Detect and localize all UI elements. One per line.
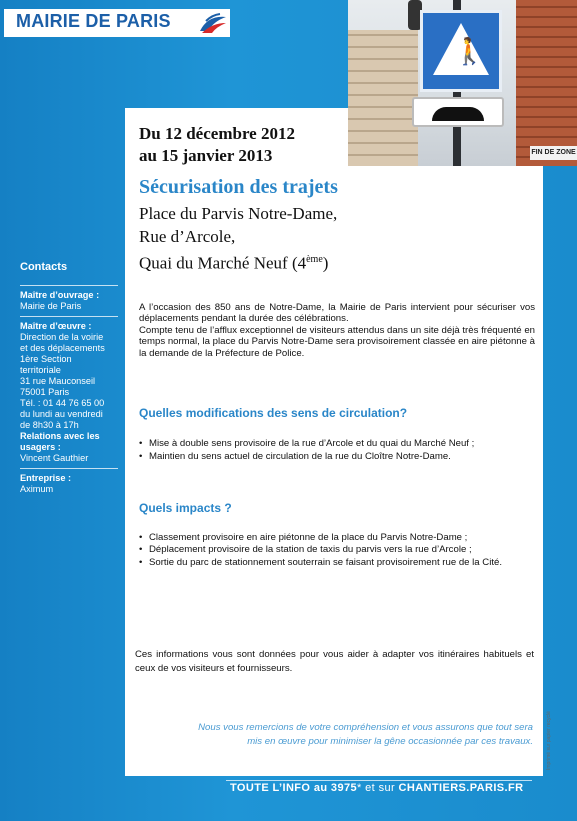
ouvrage-label: Maître d’ouvrage :: [20, 290, 100, 300]
place-marche-neuf-sup: ème: [306, 254, 323, 265]
thanks-text: Nous vous remercions de votre compréhension et vous assurons que tout sera mis en œuvre pour minimiser la gêne occasionnée par ces travaux.: [198, 722, 533, 747]
intro-text: [139, 302, 535, 359]
divider: [20, 316, 118, 317]
oeuvre-label: Maître d’œuvre :: [20, 321, 92, 331]
brand-name: MAIRIE DE PARIS: [16, 11, 171, 31]
street-sign-photo: [348, 0, 577, 166]
section-heading-impacts: Quels impacts ?: [139, 501, 232, 515]
speed-bump-sign: [412, 97, 504, 127]
footer-website-link[interactable]: CHANTIERS.PARIS.FR: [398, 782, 524, 794]
oeuvre-line: 1ère Section: [20, 354, 72, 364]
section-heading-circulation: Quelles modifications des sens de circulation?: [139, 406, 408, 420]
building-left: [348, 30, 418, 166]
oeuvre-line: 75001 Paris: [20, 387, 70, 397]
oeuvre-line: territoriale: [20, 365, 61, 375]
entreprise-value: Aximum: [20, 484, 54, 494]
date-start: Du 12 décembre 2012: [139, 124, 295, 143]
intro-paragraph-2: Compte tenu de l’afflux exceptionnel de visiteurs attendus dans un site déjà très fréquenté en temps normal, la place du Parvis Notre-Dame sera provisoirement classée en aire piétonne à la demande de la Préfecture de Police.: [139, 324, 535, 359]
entreprise-label: Entreprise :: [20, 473, 72, 483]
divider: [20, 468, 118, 469]
page-title: Sécurisation des trajets: [139, 176, 338, 198]
paris-logo-icon: [198, 11, 228, 35]
oeuvre-line: du lundi au vendredi: [20, 409, 103, 419]
relations-value: Vincent Gauthier: [20, 453, 89, 463]
oeuvre-line: de 8h30 à 17h: [20, 420, 79, 430]
impacts-list: [139, 532, 534, 569]
list-item: • Déplacement provisoire de la station de taxis du parvis vers la rue d’Arcole ;: [139, 544, 534, 556]
list-item: • Maintien du sens actuel de circulation de la rue du Cloître Notre-Dame.: [139, 451, 539, 464]
header: [0, 0, 240, 48]
list-item: • Classement provisoire en aire piétonne de la place du Parvis Notre-Dame ;: [139, 532, 534, 544]
intro-paragraph-1: A l’occasion des 850 ans de Notre-Dame, la Mairie de Paris intervient pour sécuriser vos déplacements pendant la durée des célébrations.: [139, 302, 535, 325]
divider: [20, 285, 118, 286]
places-list: [139, 202, 337, 275]
footer-and: * et sur: [357, 782, 399, 794]
speed-bump-icon: [432, 107, 484, 121]
oeuvre-line: et des déplacements: [20, 343, 105, 353]
date-end: au 15 janvier 2013: [139, 146, 273, 165]
footer-info: [230, 782, 523, 794]
pedestrian-icon: 🚶: [453, 37, 486, 67]
building-right: [516, 0, 577, 166]
closing-text: Ces informations vous sont données pour vous aider à adapter vos itinéraires habituels et ceux de vos visiteurs et fournisseurs.: [135, 649, 534, 674]
place-marche-neuf-end: ): [322, 253, 329, 273]
footer-phone: TOUTE L’INFO au 3975: [230, 782, 357, 794]
date-range: [139, 123, 295, 167]
relations-label: Relations avec les: [20, 431, 100, 441]
circulation-list: [139, 438, 539, 463]
list-item: • Mise à double sens provisoire de la rue d’Arcole et du quai du Marché Neuf ;: [139, 438, 539, 451]
recycled-paper-note: Imprimé sur papier recyclé: [546, 711, 552, 770]
zone-sign: FIN DE ZONE: [530, 146, 577, 160]
relations-label-2: usagers :: [20, 442, 61, 452]
place-marche-neuf-text: Quai du Marché Neuf (4: [139, 253, 307, 273]
contacts-sidebar: [20, 262, 128, 495]
ouvrage-value: Mairie de Paris: [20, 301, 82, 311]
oeuvre-line: Direction de la voirie: [20, 332, 104, 342]
contacts-title: Contacts: [20, 261, 68, 273]
place-arcole: Rue d’Arcole,: [139, 227, 236, 246]
oeuvre-line: 31 rue Mauconseil: [20, 376, 96, 386]
place-parvis: Place du Parvis Notre-Dame,: [139, 204, 338, 223]
oeuvre-line: Tél. : 01 44 76 65 00: [20, 398, 105, 408]
pedestrian-crossing-sign: [420, 10, 502, 92]
list-item: • Sortie du parc de stationnement souterrain se faisant provisoirement rue de la Cité.: [139, 557, 534, 569]
place-marche-neuf: [139, 248, 337, 275]
